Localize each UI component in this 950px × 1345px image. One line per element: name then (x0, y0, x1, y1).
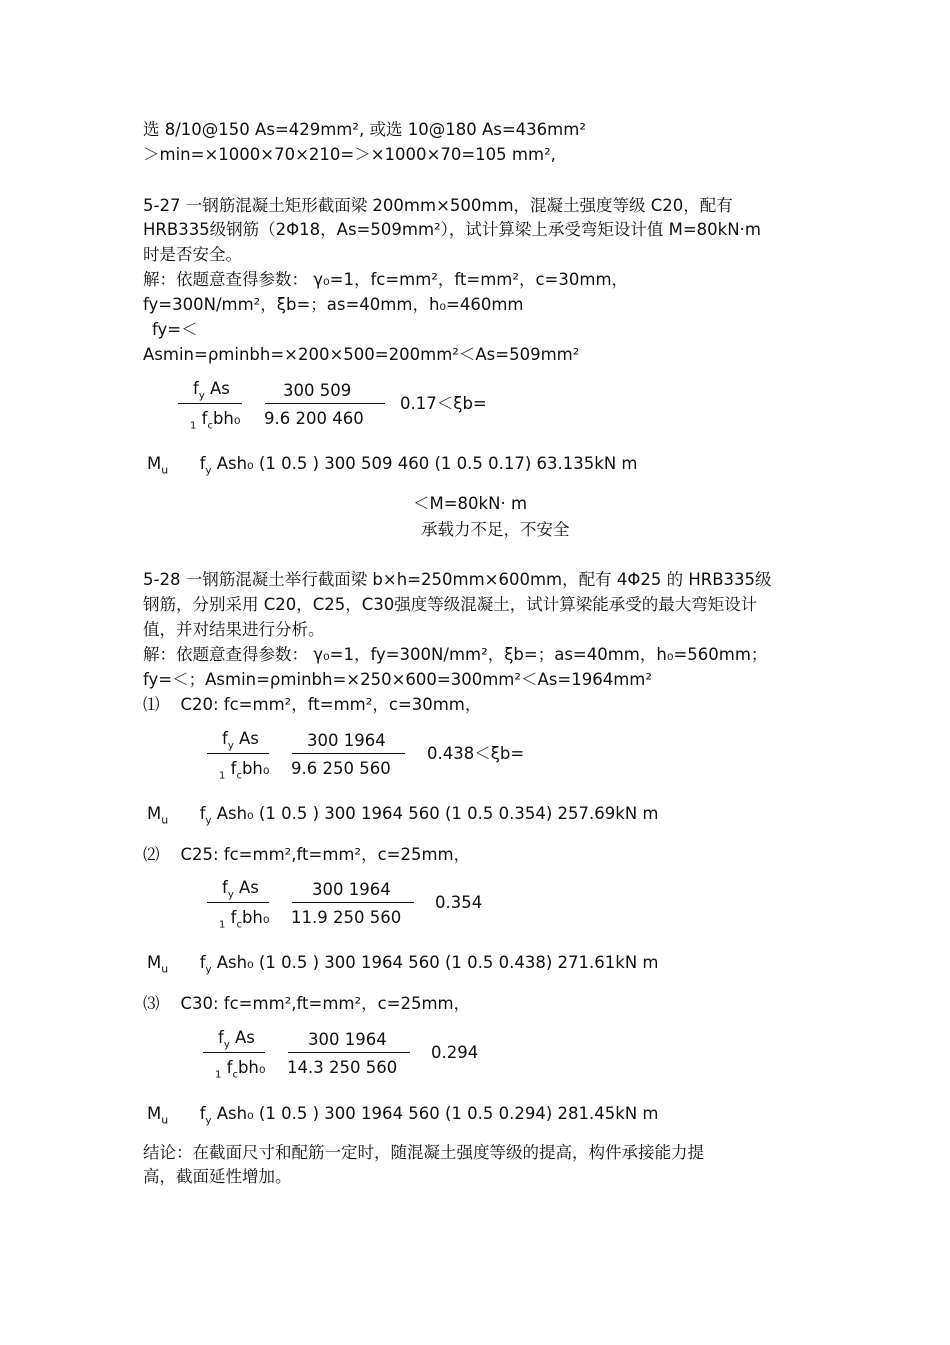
solution-params: 解：依题意查得参数： γ₀=1，fc=mm²，ft=mm²，c=30mm， (143, 270, 629, 289)
xi-formula: $f_y$ As $_1$ $f_cbh_0$ 300 1964 9.6 250 560 0.438＜ξb= (207, 728, 467, 778)
case-c20: ⑴ C20: fc=mm²，ft=mm²，c=30mm， (143, 695, 482, 714)
problem-5-27-title: 5-27 一钢筋混凝土矩形截面梁 200mm×500mm，混凝土强度等级 C20，配有 (143, 196, 733, 215)
xi-formula: $f_y$ As $_1$ $f_cbh_0$ 300 509 9.6 200 460 0.17＜ξb= (178, 378, 438, 428)
moment-calc: $M_u$ $f_y$ Ash₀ (1 0.5 ) 300 1964 560 (1 0.5 0.438) 271.61kN m (147, 953, 659, 976)
text-line: ＜M=80kN· m (413, 494, 528, 513)
text-line: 值，并对结果进行分析。 (143, 620, 325, 639)
moment-calc: $M_u$ $f_y$ Ash₀ (1 0.5 ) 300 509 460 (1 0.5 0.17) 63.135kN m (147, 454, 638, 477)
text-line: 钢筋，分别采用 C20，C25，C30强度等级混凝土，试计算梁能承受的最大弯矩设计 (143, 595, 758, 614)
text-line: HRB335级钢筋（2Φ18，As=509mm²），试计算梁上承受弯矩设计值 M=80kN·m (143, 220, 761, 239)
text-line: ＞min=×1000×70×210=＞×1000×70=105 mm², (143, 145, 556, 164)
text-line: fy=＜；Asmin=ρminbh=×250×600=300mm²＜As=1964mm² (143, 670, 652, 689)
case-c30: ⑶ C30: fc=mm²,ft=mm²，c=25mm， (143, 994, 471, 1013)
text-line: 选 8/10@150 As=429mm², 或选 10@180 As=436mm² (143, 120, 586, 139)
conclusion: 高，截面延性增加。 (143, 1167, 292, 1186)
moment-calc: $M_u$ $f_y$ Ash₀ (1 0.5 ) 300 1964 560 (1 0.5 0.294) 281.45kN m (147, 1104, 659, 1127)
text-line: fy=＜ (152, 320, 198, 339)
xi-formula: $f_y$ As $_1$ $f_cbh_0$ 300 1964 14.3 250 560 0.294 (203, 1027, 463, 1077)
conclusion-unsafe: 承载力不足，不安全 (421, 520, 570, 539)
moment-calc: $M_u$ $f_y$ Ash₀ (1 0.5 ) 300 1964 560 (1 0.5 0.354) 257.69kN m (147, 804, 659, 827)
conclusion: 结论：在截面尺寸和配筋一定时，随混凝土强度等级的提高，构件承接能力提 (143, 1143, 704, 1162)
problem-5-28-title: 5-28 一钢筋混凝土举行截面梁 b×h=250mm×600mm，配有 4Φ25 的 HRB335级 (143, 570, 772, 589)
text-line: fy=300N/mm²，ξb=；as=40mm，h₀=460mm (143, 295, 524, 314)
case-c25: ⑵ C25: fc=mm²,ft=mm²，c=25mm， (143, 845, 471, 864)
text-line: Asmin=ρminbh=×200×500=200mm²＜As=509mm² (143, 345, 580, 364)
solution-params: 解：依题意查得参数： γ₀=1，fy=300N/mm²，ξb=；as=40mm，h₀=560mm； (143, 645, 768, 664)
text-line: 时是否安全。 (143, 245, 242, 264)
xi-formula: $f_y$ As $_1$ $f_cbh_0$ 300 1964 11.9 250 560 0.354 (207, 877, 467, 927)
